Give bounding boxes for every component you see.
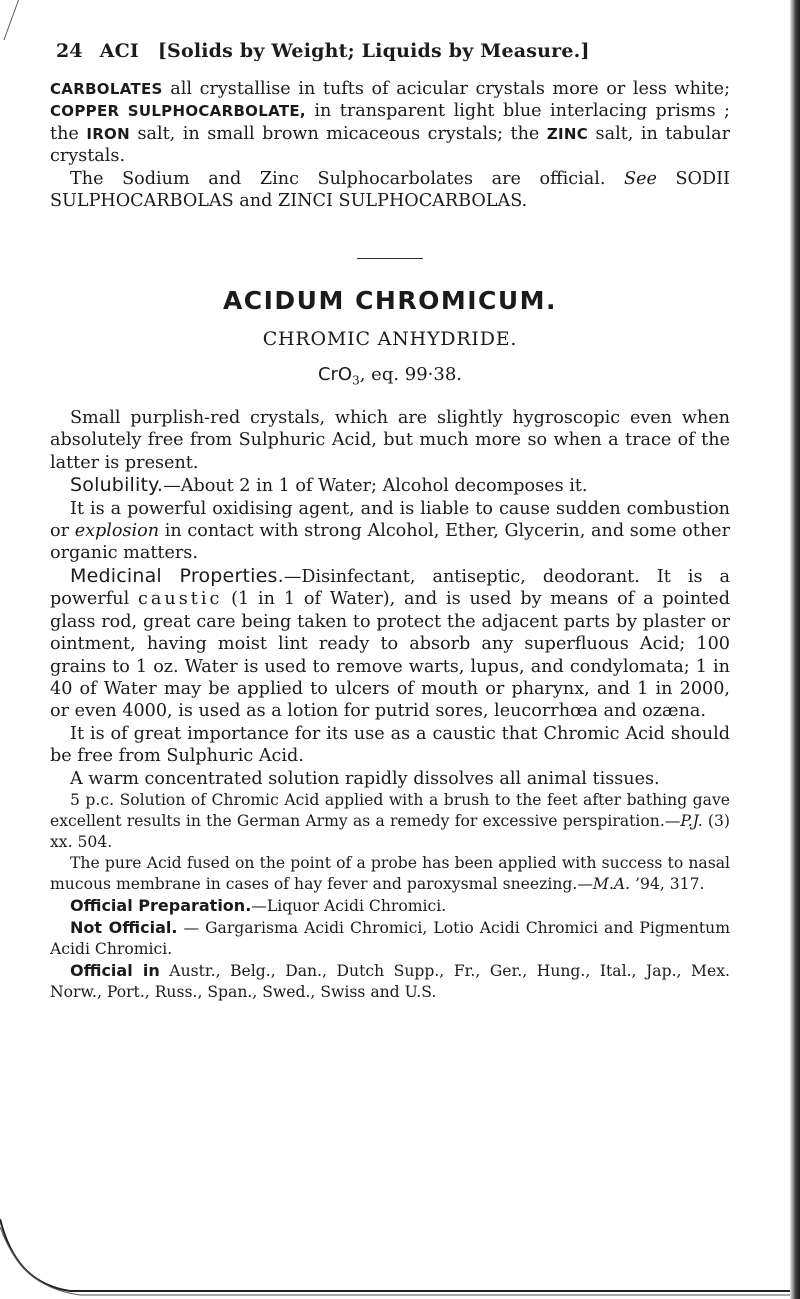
carbolates-text: in transparent light blue interlacing prisms ; the [50, 101, 730, 144]
probe-text: The pure Acid fused on the point of a probe has been applied with success to nasal mucous membrane in cases of hay fever and paroxysmal sneezing.— [50, 853, 730, 893]
journal-ref: M.A. [592, 874, 631, 893]
monograph-title: ACIDUM CHROMICUM. [222, 286, 558, 316]
perspiration-note [50, 790, 730, 853]
solubility-text: —About 2 in 1 of Water; Alcohol decomposes it. [163, 476, 588, 497]
copper-term: COPPER SULPHOCARBOLATE, [50, 102, 306, 121]
medicinal-text: —Disinfectant, antiseptic, deodorant. It is a powerful [50, 566, 730, 610]
monograph-subtitle: CHROMIC ANHYDRIDE. [262, 328, 518, 351]
section-divider [357, 258, 423, 259]
running-head [56, 40, 730, 62]
carbolates-text: salt, in small brown micaceous crystals; the [129, 123, 547, 144]
page-curl [0, 1219, 800, 1299]
citation: (3) xx. 504. [50, 811, 730, 851]
page-edge [790, 0, 800, 1299]
medicinal-text: (1 in 1 of Water), and is used by means of a pointed glass rod, great care being taken to protect the adjacent parts by plaster or ointment, having moist lint ready to absorb any superfluous Acid; 100 grains to 1 oz. Water is used to remove warts, lupus, and condylomata; 1 in 40 of Water may be applied to ulcers of mouth or pharynx, and 1 in 2000, or even 4000, is used as a lotion for putrid sores, leucorrhœa and ozæna. [50, 589, 730, 722]
carbolates-text: all crystallise in tufts of acicular crystals more or less white; [162, 79, 730, 99]
carbolates-text: salt, in tabular crystals. [50, 123, 730, 167]
official-preparation [50, 895, 730, 917]
measures-note: [Solids by Weight; Liquids by Measure.] [157, 40, 590, 62]
carbolates-paragraph [50, 78, 730, 168]
carbolates-section [50, 78, 730, 212]
oxidising-text: in contact with strong Alcohol, Ether, Glycerin, and some other organic matters. [50, 521, 730, 564]
description-paragraph: Small purplish-red crystals, which are slightly hygroscopic even when absolutely free from Sulphuric Acid, but much more so when a trace of the latter is present. [50, 408, 730, 473]
official-in [50, 960, 730, 1003]
journal-ref: P.J. [680, 811, 703, 830]
not-official-heading: Not Official. [70, 917, 178, 937]
formula-equivalent: , eq. 99·38. [359, 364, 463, 386]
oxidising-paragraph [50, 498, 730, 565]
chemical-formula [50, 363, 730, 393]
importance-paragraph: It is of great importance for its use as a caustic that Chromic Acid should be free from Sulphuric Acid. [50, 723, 730, 767]
zinc-term: ZINC [546, 124, 589, 143]
citation: ’94, 317. [630, 874, 705, 893]
carbolates-term: CARBOLATES [50, 80, 163, 98]
warm-solution-paragraph: A warm concentrated solution rapidly dissolves all animal tissues. [70, 768, 660, 789]
official-in-text: Austr., Belg., Dan., Dutch Supp., Fr., Ger., Hung., Ital., Jap., Mex. Norw., Port., Russ., Span., Swed., Swiss and U.S. [50, 961, 731, 1001]
page-edge [0, 0, 19, 40]
explosion-term: explosion [74, 521, 160, 542]
official-refs: SODII SULPHOCARBOLAS and ZINCI SULPHOCARBOLAS. [50, 168, 730, 212]
section-abbreviation: ACI [99, 40, 140, 62]
official-sulphocarbolates [50, 168, 730, 213]
formula-subscript: 3 [352, 374, 360, 389]
probe-note [50, 853, 730, 895]
official-in-heading: Official in [70, 960, 160, 980]
medicinal-heading: Medicinal Properties. [70, 564, 284, 587]
see-reference: See [624, 168, 657, 189]
not-official [50, 917, 730, 960]
official-preparation-text: —Liquor Acidi Chromici. [251, 896, 447, 915]
solubility-heading: Solubility. [70, 474, 164, 497]
oxidising-text: It is a powerful oxidising agent, and is liable to cause sudden combustion or [50, 498, 730, 542]
iron-term: IRON [86, 124, 130, 143]
page-number: 24 [56, 40, 83, 62]
page-content [50, 40, 730, 1003]
caustic-term: caustic [138, 589, 223, 610]
official-text: The Sodium and Zinc Sulphocarbolates are official. [70, 168, 625, 189]
formula-symbol: CrO [317, 364, 353, 386]
not-official-text: — Gargarisma Acidi Chromici, Lotio Acidi Chromici and Pigmentum Acidi Chromici. [50, 918, 730, 958]
perspiration-text: 5 p.c. Solution of Chromic Acid applied with a brush to the feet after bathing gave excellent results in the German Army as a remedy for excessive perspiration.— [50, 790, 730, 830]
medicinal-paragraph [50, 565, 730, 723]
solubility-paragraph [50, 474, 730, 497]
official-preparation-heading: Official Preparation. [70, 895, 252, 915]
